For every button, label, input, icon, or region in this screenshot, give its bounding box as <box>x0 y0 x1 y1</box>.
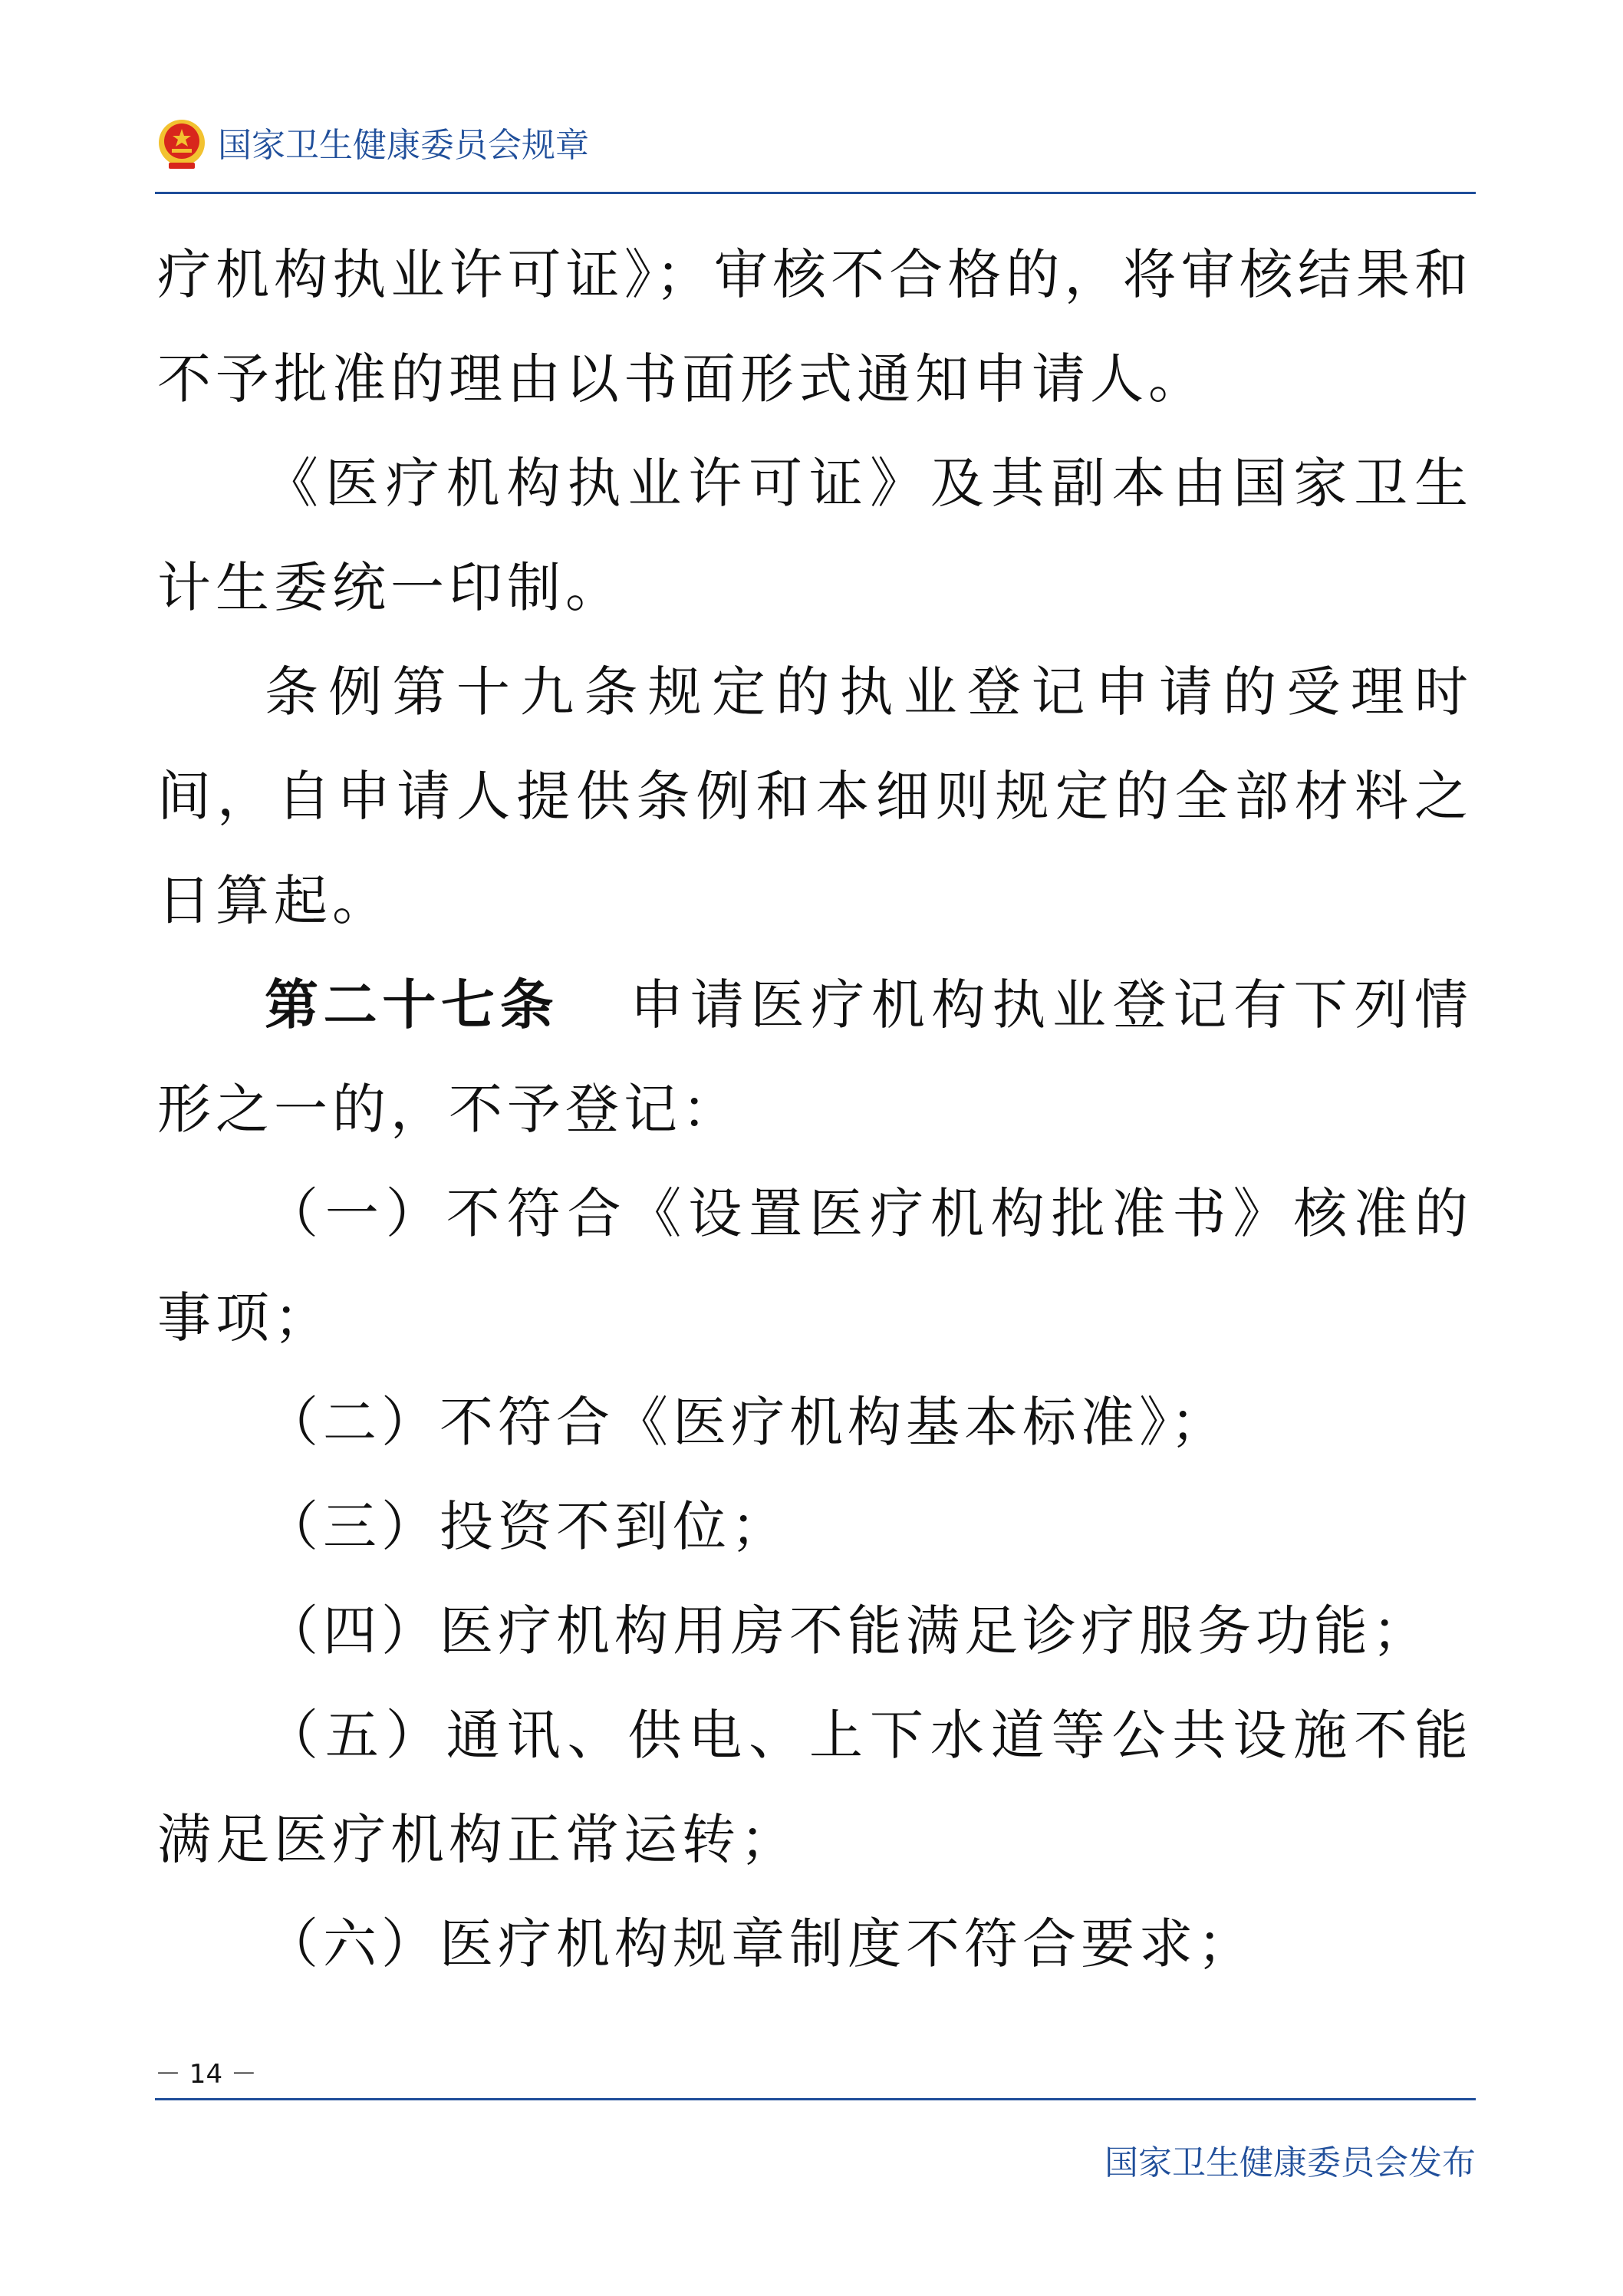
document-body <box>157 222 1473 1996</box>
list-item: （五）通讯、供电、上下水道等公共设施不能满足医疗机构正常运转； <box>157 1704 1473 1871</box>
article-paragraph <box>157 953 1473 1161</box>
paragraph: 疗机构执业许可证》；审核不合格的，将审核结果和不予批准的理由以书面形式通知申请人。 <box>157 243 1473 410</box>
header-divider <box>155 192 1476 194</box>
header-title: 国家卫生健康委员会规章 <box>218 126 589 165</box>
paragraph: 《医疗机构执业许可证》及其副本由国家卫生计生委统一印制。 <box>157 452 1473 619</box>
list-item: （四）医疗机构用房不能满足诊疗服务功能； <box>265 1599 1430 1662</box>
list-item: （二）不符合《医疗机构基本标准》； <box>265 1391 1229 1454</box>
paragraph: 条例第十九条规定的执业登记申请的受理时间，自申请人提供条例和本细则规定的全部材料之日算起。 <box>157 660 1473 932</box>
list-item: （六）医疗机构规章制度不符合要求； <box>265 1912 1256 1975</box>
footer-divider <box>155 2098 1476 2100</box>
list-item: （三）投资不到位； <box>265 1495 789 1558</box>
list-item: （一）不符合《设置医疗机构批准书》核准的事项； <box>157 1182 1473 1349</box>
national-emblem-icon <box>155 117 209 172</box>
article-number: 第二十七条 <box>265 973 559 1036</box>
page-header <box>155 115 1476 176</box>
footer-publisher: 国家卫生健康委员会发布 <box>1104 2143 1476 2182</box>
page-number: － 14 － <box>155 2059 257 2090</box>
article-text: 申请医疗机构执业登记有下列情形之一的，不予登记： <box>157 973 1473 1141</box>
